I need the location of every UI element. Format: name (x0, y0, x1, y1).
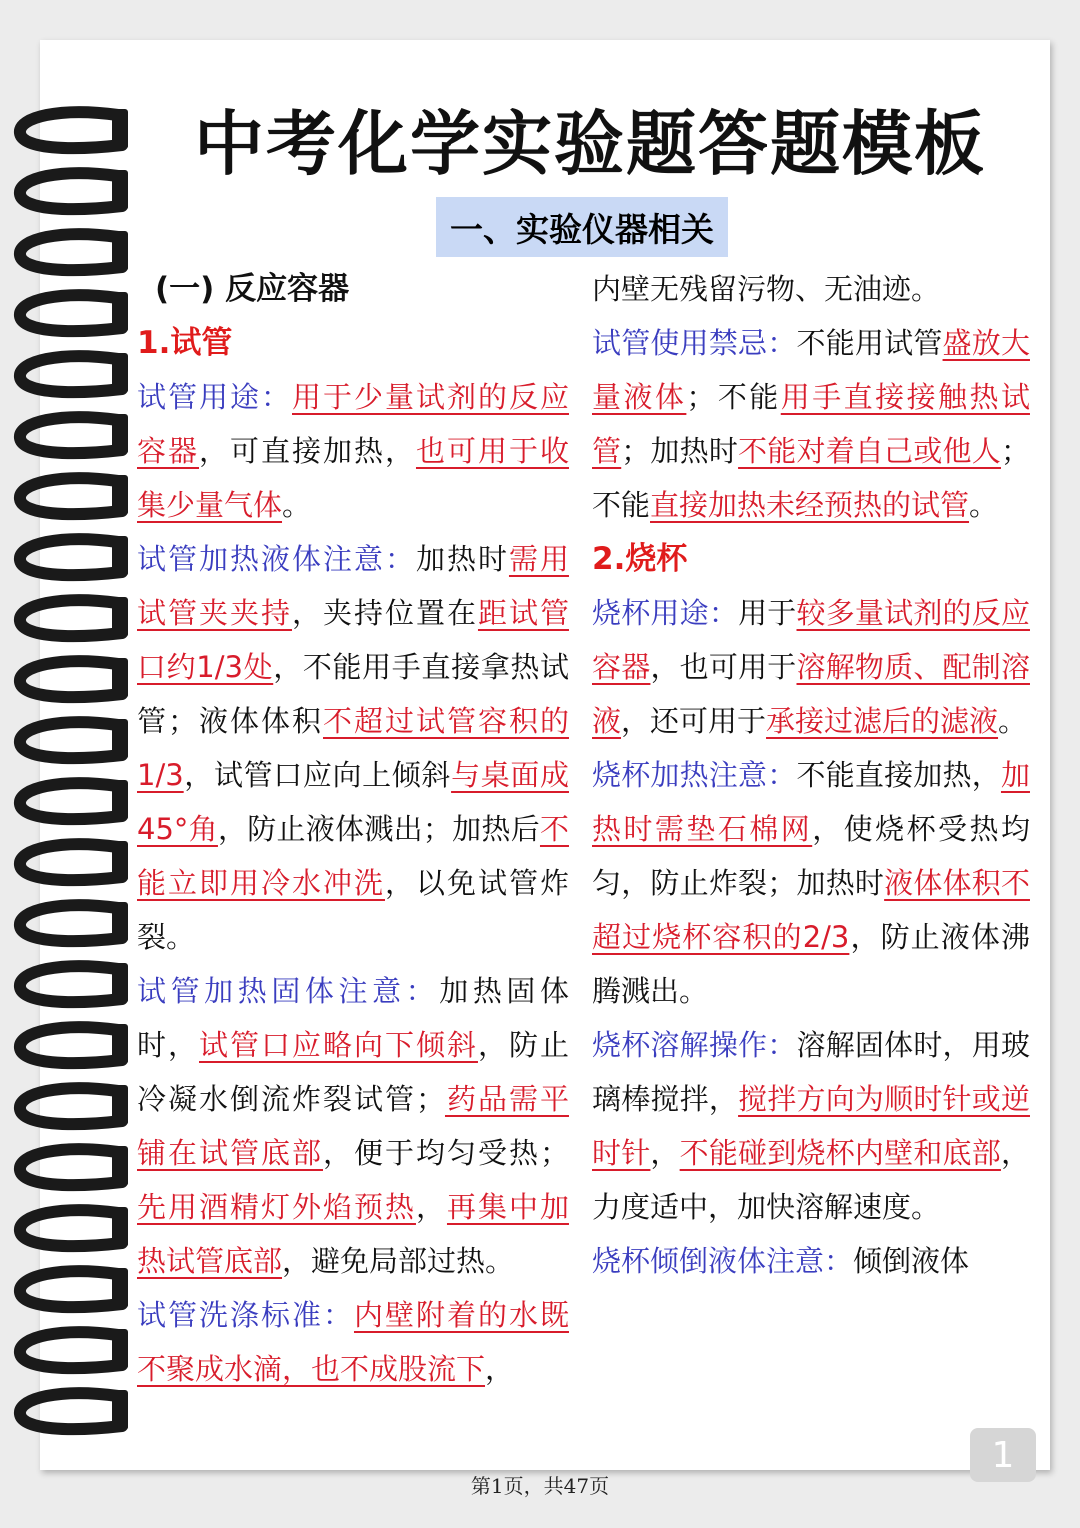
label: 烧杯加热注意： (592, 758, 797, 792)
text: ，以免试管炸裂。 (137, 866, 569, 954)
highlight: 再集中加热试管底部 (137, 1190, 569, 1278)
spiral-coil (20, 661, 122, 697)
page-title: 中考化学实验题答题模板 (194, 103, 986, 185)
text: ， (415, 1190, 447, 1224)
highlight: 不能对着自己或他人 (738, 434, 1001, 468)
highlight: 用手直接接触热试管 (592, 380, 1030, 468)
spiral-hole (112, 170, 128, 210)
spiral-hole (112, 1268, 128, 1308)
spiral-hole (112, 536, 128, 576)
paragraph-continued: 内壁无残留污物、无油迹。 (592, 272, 941, 306)
spiral-hole (112, 1207, 128, 1247)
spiral-coil (20, 1149, 122, 1185)
right-column (592, 262, 1030, 1288)
spiral-coil (20, 1210, 122, 1246)
spiral-coil (20, 1332, 122, 1368)
spiral-hole (112, 658, 128, 698)
paragraph-heating-liquid (137, 532, 569, 964)
highlight: 需用试管夹夹持 (137, 542, 569, 630)
text: 不能用试管 (796, 326, 943, 360)
highlight: 试管口应略向下倾斜 (199, 1028, 478, 1062)
highlight: 内壁附着的水既不聚成水滴，也不成股流下 (137, 1298, 569, 1386)
text: ，防止液体沸腾溅出。 (592, 920, 1030, 1008)
text: 。 (969, 488, 999, 522)
text: ，试管口应向上倾斜 (183, 758, 452, 792)
spiral-hole (112, 719, 128, 759)
spiral-coil (20, 356, 122, 392)
spiral-hole (112, 1085, 128, 1125)
text: ，防止液体溅出；加热后 (217, 812, 540, 846)
text: 加热时 (415, 542, 509, 576)
paragraph-test-tube-taboos (592, 316, 1030, 532)
spiral-hole (112, 902, 128, 942)
highlight: 不超过试管容积的1/3 (137, 704, 569, 792)
paragraph-washing-standard (137, 1288, 569, 1396)
text: ，不能用手直接拿热试管；液体体积 (137, 650, 569, 738)
text: ， (650, 1136, 680, 1170)
text: ， (485, 1352, 515, 1386)
spiral-hole (112, 963, 128, 1003)
text: ；不能 (686, 380, 781, 414)
text: ，防止冷凝水倒流炸裂试管； (137, 1028, 569, 1116)
highlight: 加热时需垫石棉网 (592, 758, 1030, 846)
highlight: 较多量试剂的反应容器 (592, 596, 1030, 684)
spiral-coil (20, 295, 122, 331)
label: 试管用途： (137, 380, 292, 414)
paragraph-heating-solid (137, 964, 569, 1288)
spiral-coil (20, 417, 122, 453)
text: ，也可用于 (650, 650, 797, 684)
spiral-coil (20, 844, 122, 880)
highlight: 盛放大量液体 (592, 326, 1030, 414)
highlight: 先用酒精灯外焰预热 (137, 1190, 416, 1224)
label: 烧杯倾倒液体注意： (592, 1244, 854, 1278)
text: ；加热时 (621, 434, 739, 468)
paragraph-beaker-pouring (592, 1234, 1030, 1288)
section-heading: 一、实验仪器相关 (436, 197, 728, 257)
spiral-binding (0, 95, 140, 1475)
page-number-badge[interactable]: 1 (970, 1428, 1036, 1482)
paragraph-beaker-use (592, 586, 1030, 748)
text: 。 (998, 704, 1028, 738)
spiral-coil (20, 112, 122, 148)
label: 试管使用禁忌： (592, 326, 797, 360)
spiral-coil (20, 1271, 122, 1307)
label: 试管加热固体注意： (137, 974, 440, 1008)
spiral-hole (112, 841, 128, 881)
highlight: 也可用于收集少量气体 (137, 434, 569, 522)
spiral-hole (112, 1329, 128, 1369)
spiral-coil (20, 173, 122, 209)
spiral-hole (112, 1024, 128, 1064)
text: 。 (282, 488, 312, 522)
spiral-coil (20, 600, 122, 636)
spiral-coil (20, 478, 122, 514)
label: 试管洗涤标准： (137, 1298, 354, 1332)
spiral-coil (20, 234, 122, 270)
text: ，避免局部过热。 (282, 1244, 515, 1278)
text: 倾倒液体 (853, 1244, 970, 1278)
spiral-coil (20, 783, 122, 819)
subsection-heading: (一) 反应容器 (155, 271, 350, 307)
spiral-hole (112, 780, 128, 820)
spiral-hole (112, 353, 128, 393)
spiral-hole (112, 597, 128, 637)
text: 加热固体时， (137, 974, 569, 1062)
left-column (137, 262, 569, 1396)
text: ；不能 (592, 434, 1030, 522)
item-heading-beaker: 2.烧杯 (592, 541, 688, 577)
spiral-hole (112, 475, 128, 515)
item-heading-test-tube: 1.试管 (137, 325, 233, 361)
page-footer: 第1页，共47页 (470, 1474, 610, 1498)
spiral-hole (112, 231, 128, 271)
paragraph-beaker-dissolving (592, 1018, 1030, 1234)
highlight: 直接加热未经预热的试管 (650, 488, 970, 522)
spiral-coil (20, 905, 122, 941)
text: ，还可用于 (621, 704, 767, 738)
label: 烧杯溶解操作： (592, 1028, 797, 1062)
paragraph-beaker-heating (592, 748, 1030, 1018)
spiral-hole (112, 109, 128, 149)
text: 用于 (738, 596, 797, 630)
spiral-coil (20, 722, 122, 758)
text: ，可直接加热， (199, 434, 416, 468)
spiral-hole (112, 1390, 128, 1430)
label: 烧杯用途： (592, 596, 739, 630)
label: 试管加热液体注意： (137, 542, 416, 576)
text: ，夹持位置在 (291, 596, 478, 630)
text: ，使烧杯受热均匀，防止炸裂；加热时 (592, 812, 1030, 900)
spiral-hole (112, 292, 128, 332)
spiral-coil (20, 539, 122, 575)
spiral-coil (20, 966, 122, 1002)
highlight: 不能碰到烧杯内壁和底部 (679, 1136, 1001, 1170)
text: ，便于均匀受热； (323, 1136, 569, 1170)
highlight: 溶解物质、配制溶液 (592, 650, 1030, 738)
text: ，力度适中，加快溶解速度。 (592, 1136, 1030, 1224)
spiral-hole (112, 1146, 128, 1186)
highlight: 用于少量试剂的反应容器 (137, 380, 569, 468)
highlight: 不能立即用冷水冲洗 (137, 812, 569, 900)
highlight: 液体体积不超过烧杯容积的2/3 (592, 866, 1030, 954)
text: 不能直接加热， (796, 758, 1001, 792)
spiral-coil (20, 1393, 122, 1429)
spiral-hole (112, 414, 128, 454)
highlight: 距试管口约1/3处 (137, 596, 569, 684)
highlight: 药品需平铺在试管底部 (137, 1082, 569, 1170)
spiral-coil (20, 1088, 122, 1124)
highlight: 与桌面成45°角 (137, 758, 569, 846)
highlight: 承接过滤后的滤液 (766, 704, 999, 738)
paragraph-test-tube-use (137, 370, 569, 532)
spiral-coil (20, 1027, 122, 1063)
highlight: 搅拌方向为顺时针或逆时针 (592, 1082, 1030, 1170)
text: 溶解固体时，用玻璃棒搅拌， (592, 1028, 1030, 1116)
